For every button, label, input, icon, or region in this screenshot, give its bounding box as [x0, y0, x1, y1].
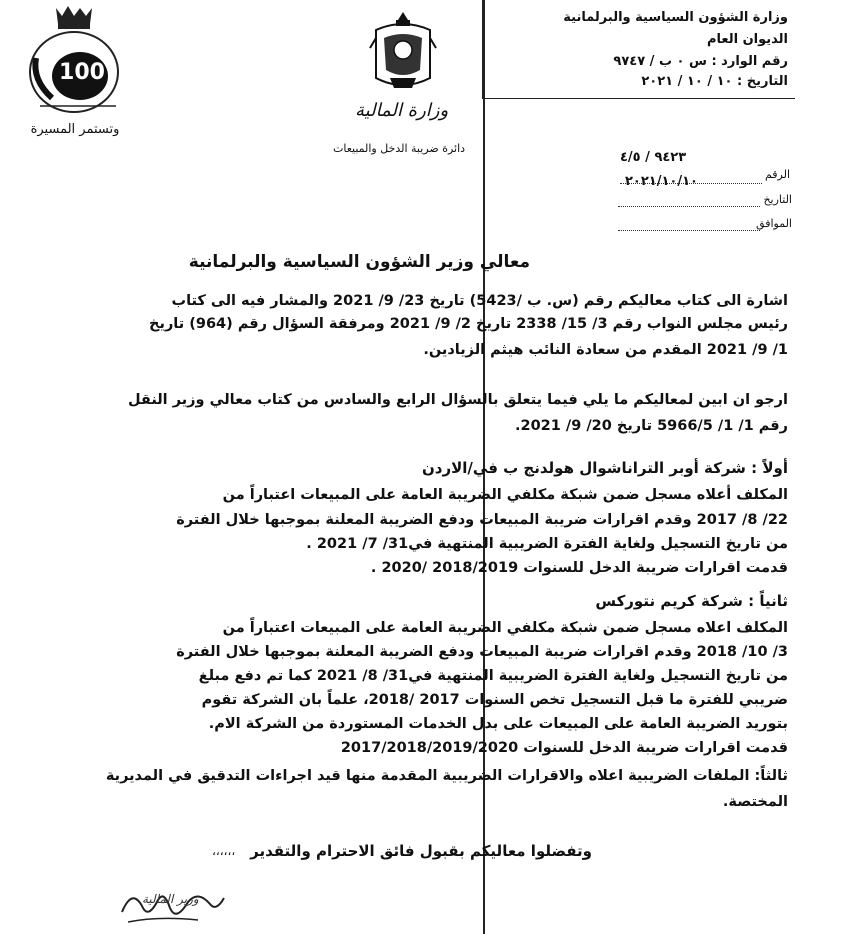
- intro-line: 1/ 9/ 2021 المقدم من سعادة النائب هيثم الزيادين.: [423, 342, 788, 358]
- second-section-line: بتوريد الضريبة العامة على المبيعات على بدل الخدمات المستوردة من الشركة الام.: [208, 716, 788, 732]
- stamp-office: الديوان العام: [706, 32, 788, 47]
- second-section-heading: ثانياً : شركة كريم نتوركس: [595, 592, 788, 610]
- signature: [118, 882, 228, 930]
- second-section-line: 3/ 10/ 2018 وقدم اقرارات ضريبة المبيعات ودفع الضريبة المعلنة بموجبها خلال الفترة: [176, 644, 788, 660]
- stamp-date: التاريخ : ١٠ / ١٠ / ٢٠٢١: [641, 74, 788, 89]
- second-section-line: من تاريخ التسجيل ولغاية الفترة الضريبية المنتهية في31/ 8/ 2021 كما تم دفع مبلغ: [198, 668, 788, 684]
- first-section-line: قدمت اقرارات ضريبة الدخل للسنوات 2018/2019 /2020 .: [370, 560, 788, 576]
- second-section-line: ضريبي للفترة ما قبل التسجيل تخص السنوات 2017 /2018، علماً بان الشركة تقوم: [201, 692, 788, 708]
- centenary-number: 100: [59, 60, 105, 85]
- reference-number-label: الرقم: [764, 168, 790, 181]
- closing-text: وتفضلوا معاليكم بقبول فائق الاحترام والتقدير: [250, 842, 592, 860]
- intro-line: رئيس مجلس النواب رقم 3/ 15/ 2338 تاريخ 2/ 9/ 2021 ومرفقة السؤال رقم (964) تاريخ: [149, 316, 788, 332]
- request-line: ارجو ان ابين لمعاليكم ما يلي فيما يتعلق بالسؤال الرابع والسادس من كتاب معالي وزير النقل: [127, 392, 788, 408]
- centenary-logo: [16, 2, 131, 137]
- addressee: معالي وزير الشؤون السياسية والبرلمانية: [188, 252, 530, 272]
- reference-date-value: ٢٠٢١/١٠/١٠: [625, 174, 698, 189]
- signature-text: وزير المالية: [142, 892, 199, 906]
- intro-line: اشارة الى كتاب معاليكم رقم (س. ب /5423) تاريخ 23/ 9/ 2021 والمشار فيه الى كتاب: [171, 293, 788, 309]
- reference-number-value: ٩٤٢٣ / ٤/٥: [620, 150, 687, 165]
- first-section-line: من تاريخ التسجيل ولغاية الفترة الضريبية المنتهية في31/ 7/ 2021 .: [306, 536, 788, 552]
- first-section-heading: أولاً : شركة أوبر التراناشوال هولدنج ب في/الاردن: [421, 459, 788, 477]
- second-section-line: قدمت اقرارات ضريبة الدخل للسنوات 2017/2018/2019/2020: [340, 740, 788, 756]
- coat-of-arms-emblem: [366, 8, 440, 94]
- third-section-line: ثالثاً: الملفات الضريبية اعلاه والاقرارات الضريبية المقدمة منها قيد اجراءات التدقيق في المديرية: [105, 768, 788, 784]
- reference-date-underline: [618, 206, 760, 207]
- closing-dots: ،،،،،،: [212, 844, 236, 858]
- second-section-line: المكلف اعلاه مسجل ضمن شبكة مكلفي الضريبة العامة على المبيعات اعتباراً من: [222, 620, 788, 636]
- first-section-line: المكلف أعلاه مسجل ضمن شبكة مكلفي الضريبة العامة على المبيعات اعتباراً من: [222, 487, 788, 503]
- third-section-line: المختصة.: [722, 794, 788, 810]
- stamp-incoming-no: رقم الوارد : س ٠ ب / ٩٧٤٧: [613, 54, 788, 69]
- stamp-ministry: وزارة الشؤون السياسية والبرلمانية: [563, 10, 788, 25]
- letterhead-department: دائرة ضريبة الدخل والمبيعات: [333, 142, 466, 155]
- centenary-slogan: وتستمر المسيرة: [30, 122, 120, 137]
- letterhead-ministry: وزارة المالية: [355, 100, 449, 121]
- reference-corresponding-underline: [618, 230, 760, 231]
- reference-date-label: التاريخ: [763, 193, 792, 206]
- first-section-line: 22/ 8/ 2017 وقدم اقرارات ضريبة المبيعات ودفع الضريبة المعلنة بموجبها خلال الفترة: [176, 512, 788, 528]
- reference-corresponding-label: الموافق: [756, 217, 792, 230]
- request-line: رقم 1/ 1/ 5966/5 تاريخ 20/ 9/ 2021.: [514, 418, 788, 434]
